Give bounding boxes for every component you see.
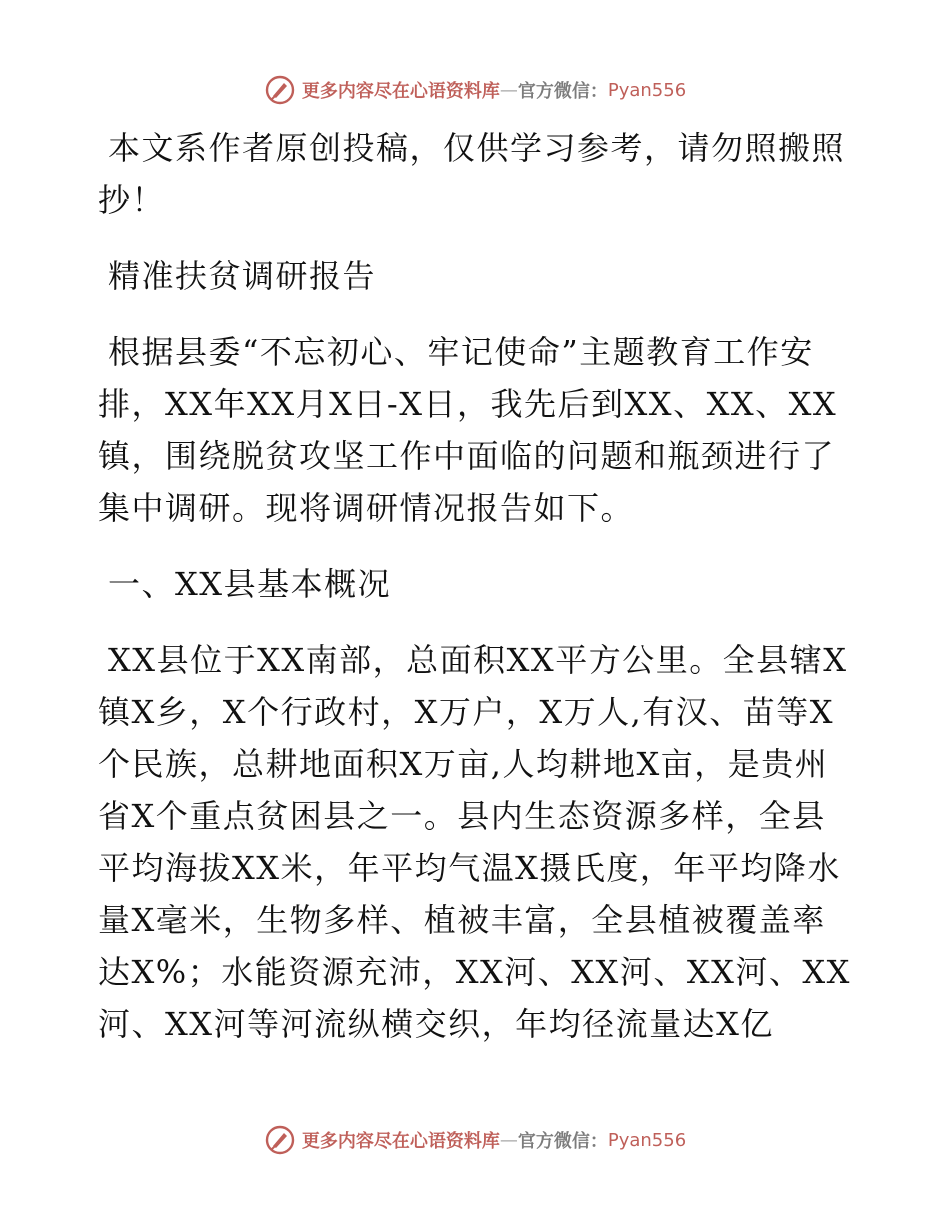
footer-watermark: [0, 1120, 950, 1160]
pen-nib-circle-icon: [264, 1124, 296, 1156]
watermark-wechat-id: Pyan556: [607, 1129, 687, 1151]
watermark-main-text: 更多内容尽在心语资料库: [301, 81, 500, 102]
document-title: 精准扶贫调研报告: [108, 257, 377, 295]
document-body: [98, 122, 858, 1074]
watermark-wechat-label: 官方微信：: [517, 1131, 608, 1152]
watermark-wechat-id: Pyan556: [607, 79, 687, 101]
copyright-notice: 本文系作者原创投稿，仅供学习参考，请勿照搬照抄！: [98, 129, 846, 219]
intro-paragraph: 根据县委“不忘初心、牢记使命”主题教育工作安排，XX年XX月X日-X日，我先后到XX、XX、XX镇，围绕脱贫攻坚工作中面临的问题和瓶颈进行了集中调研。现将调研情况报告如下。: [98, 333, 838, 527]
watermark-main-text: 更多内容尽在心语资料库: [301, 1131, 500, 1152]
pen-nib-circle-icon: [264, 74, 296, 106]
watermark-wechat-label: 官方微信：: [517, 81, 608, 102]
watermark-dash: —: [499, 1129, 518, 1151]
section-heading-1: 一、XX县基本概况: [108, 565, 392, 603]
header-watermark: [0, 70, 950, 110]
watermark-dash: —: [499, 79, 518, 101]
section-1-paragraph: XX县位于XX南部，总面积XX平方公里。全县辖X镇X乡，X个行政村，X万户，X万人,有汉、苗等X个民族，总耕地面积X万亩,人均耕地X亩，是贵州省X个重点贫困县之一。县内生态资源多样，全县平均海拔XX米，年平均气温X摄氏度，年平均降水量X毫米，生物多样、植被丰富，全县植被覆盖率达X%；水能资源充沛，XX河、XX河、XX河、XX河、XX河等河流纵横交织，年均径流量达X亿: [98, 641, 851, 1043]
